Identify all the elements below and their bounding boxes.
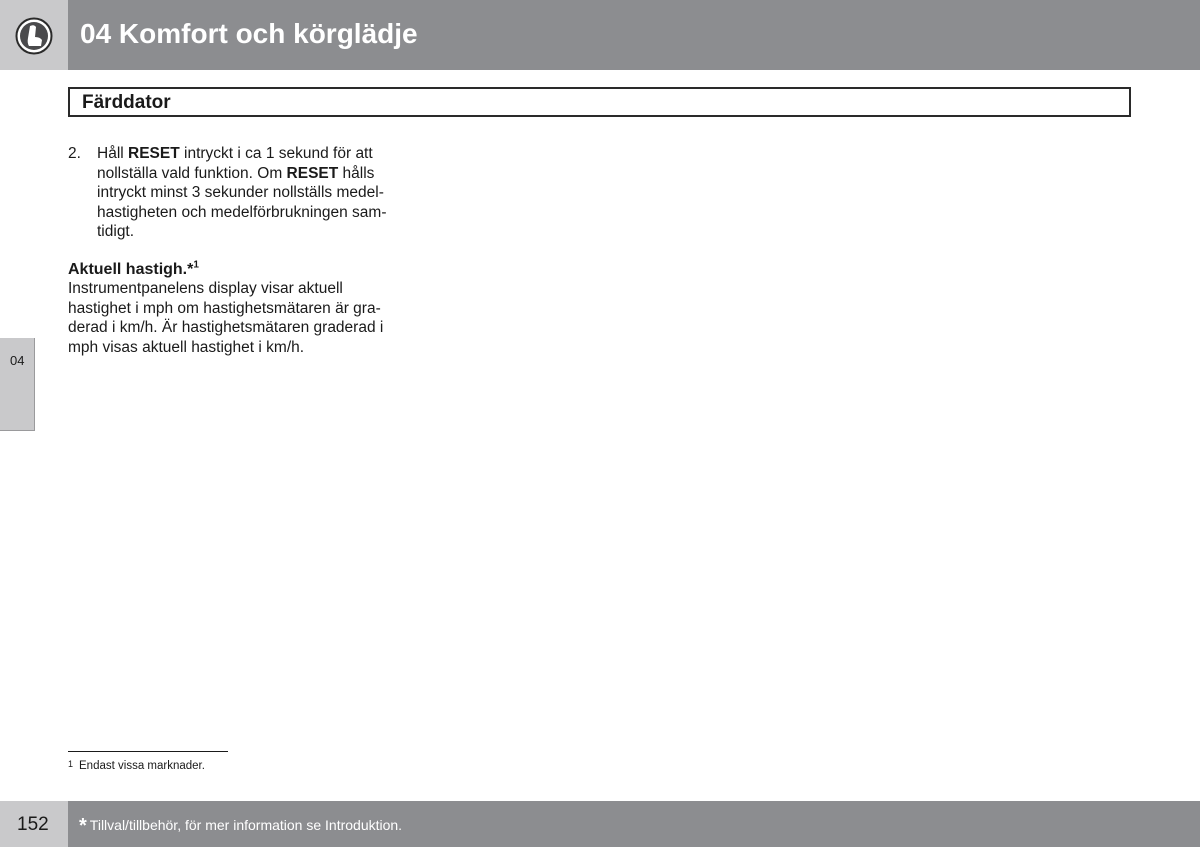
section-title-box: [68, 87, 1131, 117]
step-line: Håll RESET intryckt i ca 1 sekund för att: [97, 145, 373, 162]
footer-bar: [68, 801, 1200, 847]
section-title: Färddator: [82, 92, 171, 113]
paragraph: [68, 279, 413, 357]
footnote-divider: [68, 751, 228, 752]
chapter-title: 04 Komfort och körglädje: [80, 18, 418, 49]
footnote: [68, 759, 205, 772]
reset-keyword: RESET: [286, 164, 339, 182]
footer-note: [79, 815, 402, 838]
footnote-text: Endast vissa marknader.: [79, 760, 205, 772]
footer-note-text: Tillval/tillbehör, för mer information se Introduktion.: [89, 817, 403, 833]
step-item: [68, 144, 413, 242]
footnote-mark: 1: [68, 759, 74, 769]
chapter-side-tab: [0, 338, 35, 431]
step-line: intryckt minst 3 sekunder nollställs medel-: [97, 184, 384, 201]
paragraph-line: derad i km/h. Är hastighetsmätaren graderad i: [68, 319, 384, 336]
paragraph-line: hastighet i mph om hastighetsmätaren är gra-: [68, 299, 381, 317]
step-line: nollställa vald funktion. Om RESET hålls: [97, 164, 375, 182]
page-number-box: [0, 801, 68, 847]
content-column: [68, 144, 413, 357]
step-line: hastigheten och medelförbrukningen sam-: [97, 203, 387, 221]
paragraph-line: Instrumentpanelens display visar aktuell: [68, 280, 343, 297]
seat-icon: [15, 17, 53, 55]
step-line: tidigt.: [97, 223, 135, 240]
paragraph-line: mph visas aktuell hastighet i km/h.: [68, 338, 305, 356]
step-number: 2.: [68, 145, 81, 162]
chapter-icon-box: [0, 0, 68, 70]
subheading: Aktuell hastigh.*$^1$: [68, 259, 199, 278]
side-tab-label: 04: [10, 353, 25, 368]
page-number: 152: [17, 814, 49, 835]
footnote-ref: 1: [193, 259, 199, 271]
asterisk-icon: *: [79, 815, 87, 837]
reset-keyword: RESET: [128, 145, 180, 162]
